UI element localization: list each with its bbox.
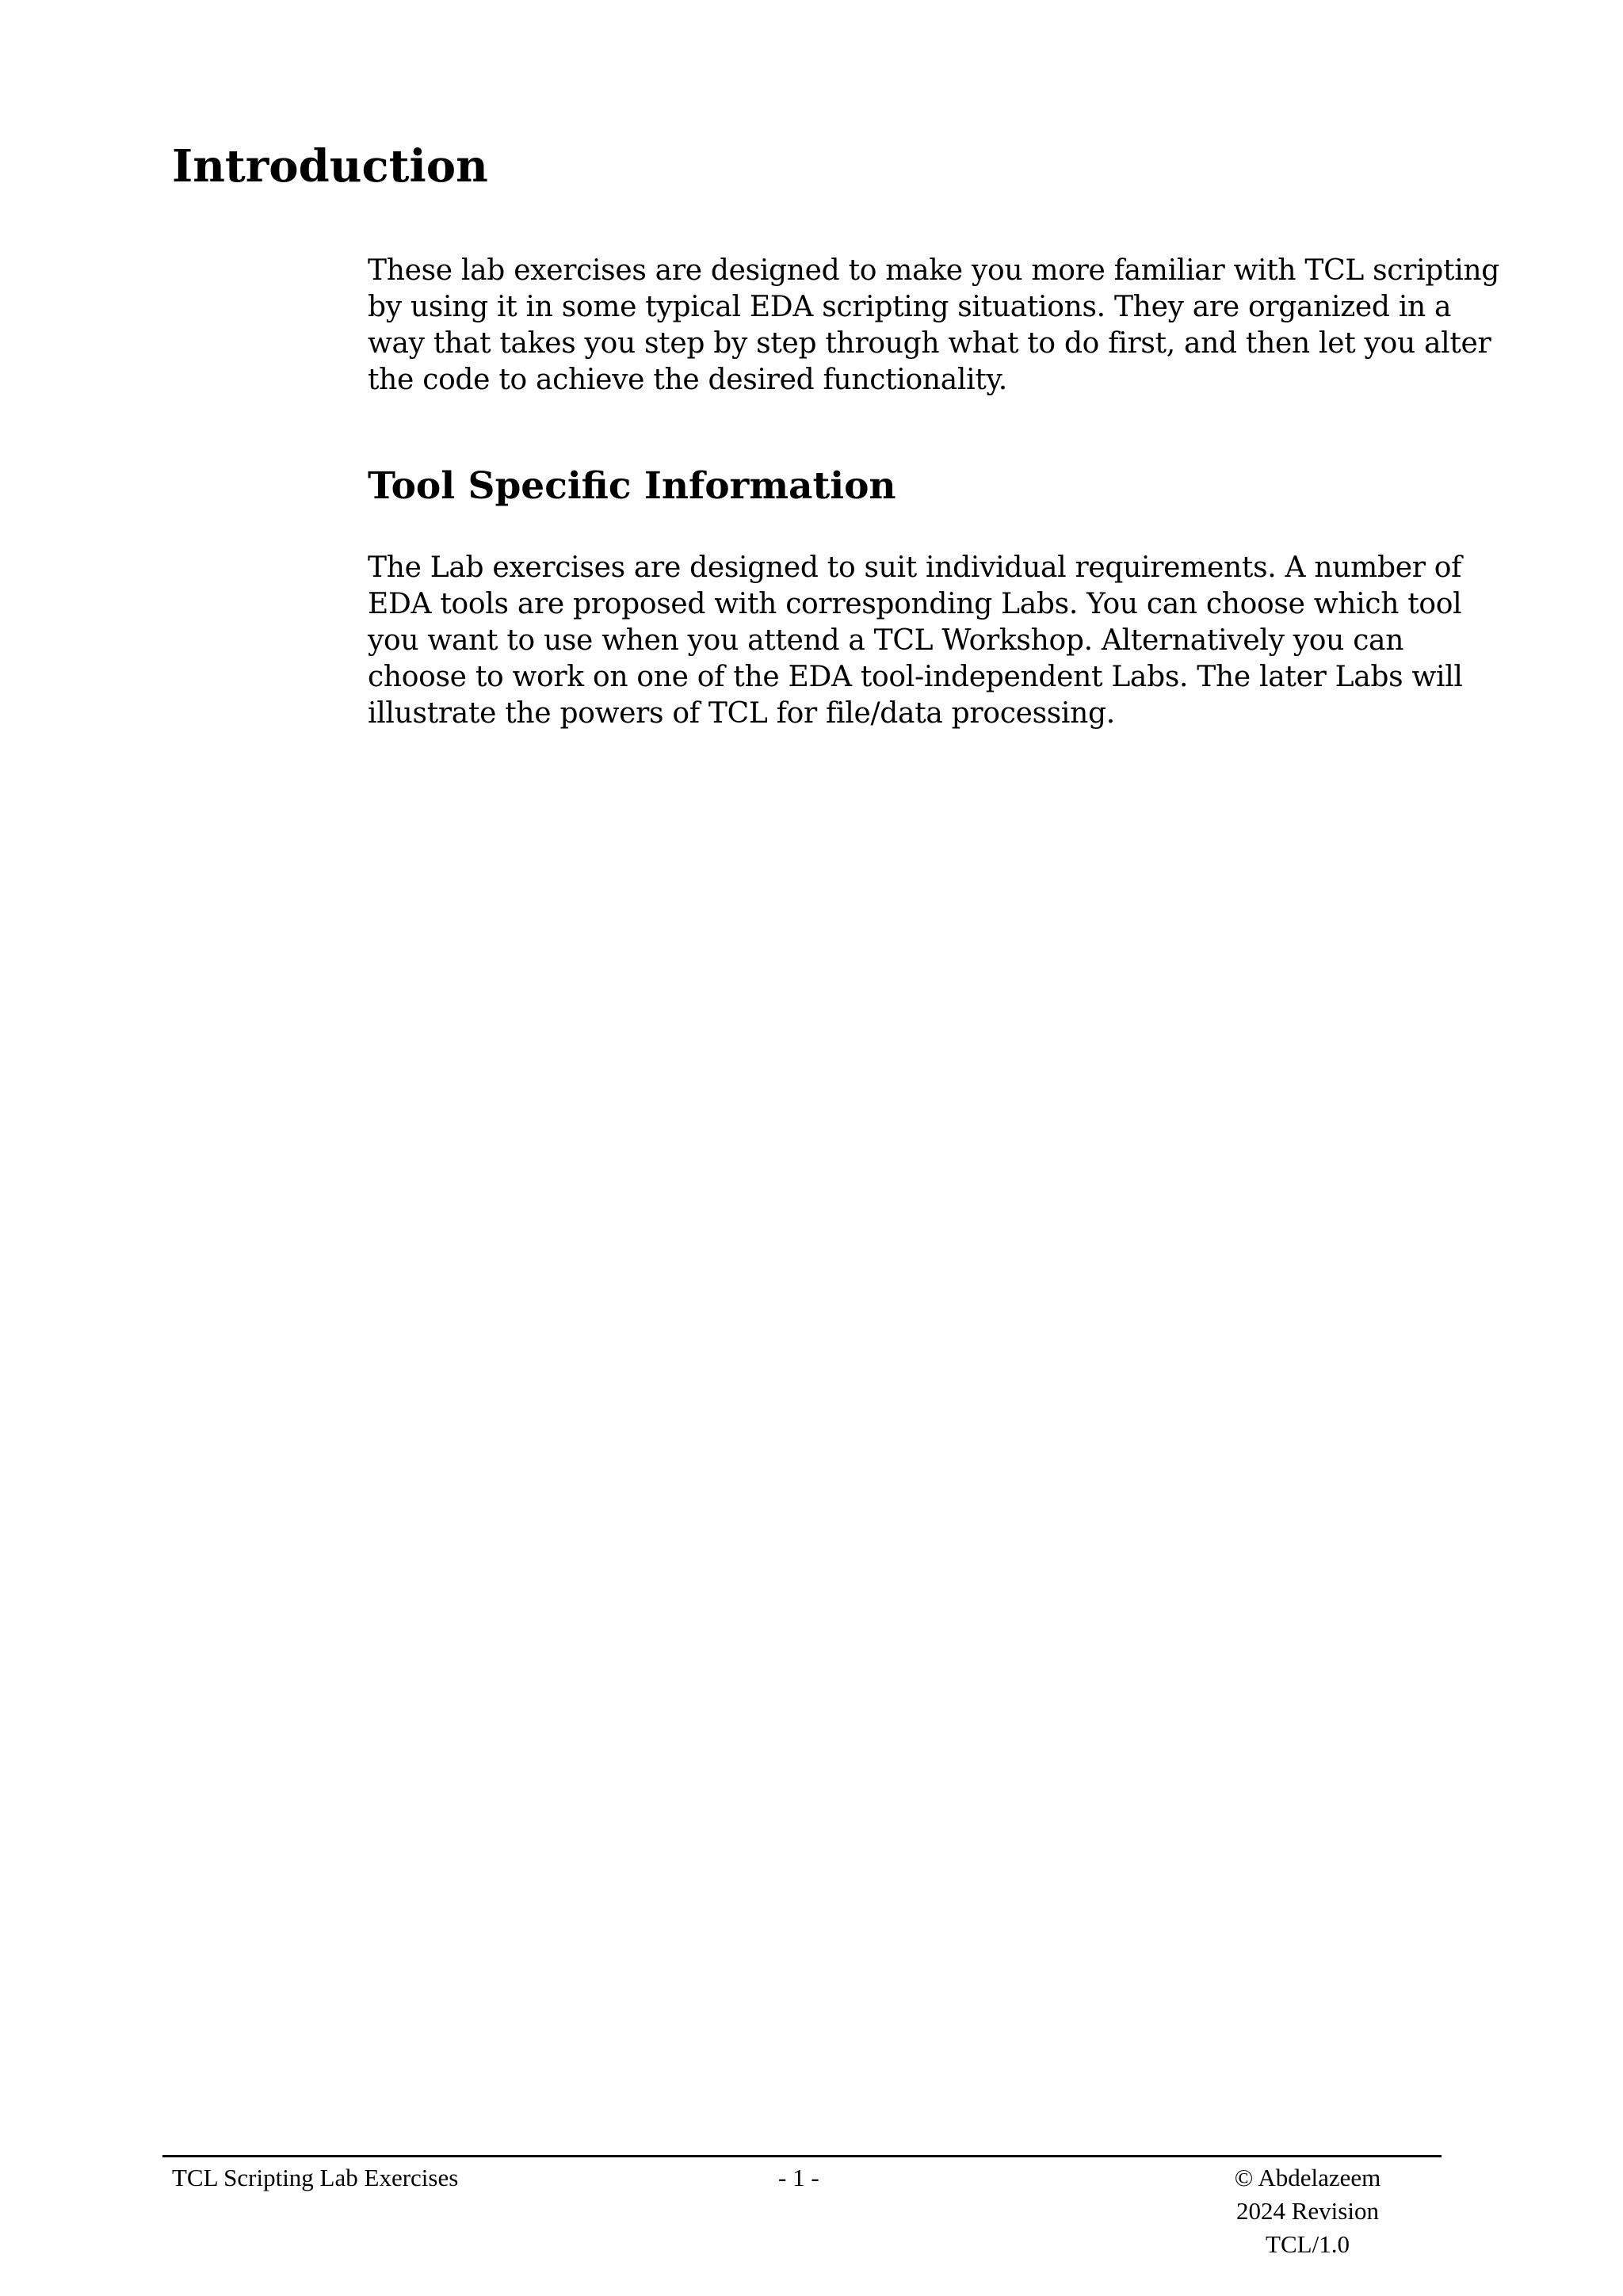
intro-line: the code to achieve the desired functionality. xyxy=(368,364,1007,396)
tool-info-line: choose to work on one of the EDA tool-independent Labs. The later Labs will xyxy=(368,661,1463,693)
intro-line: by using it in some typical EDA scripting situations. They are organized in a xyxy=(368,291,1452,323)
tool-info-line: you want to use when you attend a TCL Workshop. Alternatively you can xyxy=(368,624,1404,657)
footer-version: TCL/1.0 xyxy=(1266,2230,1350,2258)
tool-info-line: EDA tools are proposed with corresponding Labs. You can choose which tool xyxy=(368,588,1462,620)
section-subheading: Tool Specific Information xyxy=(368,464,896,508)
footer-copyright-block xyxy=(1212,2161,1403,2261)
footer-copyright: © Abdelazeem xyxy=(1234,2164,1381,2191)
intro-line: These lab exercises are designed to make you more familiar with TCL scripting xyxy=(368,254,1500,287)
tool-info-paragraph xyxy=(368,550,1509,732)
tool-info-line: illustrate the powers of TCL for file/data processing. xyxy=(368,697,1115,730)
intro-paragraph xyxy=(368,253,1509,399)
intro-line: way that takes you step by step through what to do first, and then let you alter xyxy=(368,327,1491,360)
page-heading: Introduction xyxy=(172,140,488,193)
tool-info-line: The Lab exercises are designed to suit individual requirements. A number of xyxy=(368,551,1462,584)
footer-revision: 2024 Revision xyxy=(1236,2197,1379,2225)
footer-page-number: - 1 - xyxy=(778,2164,819,2191)
footer-document-title: TCL Scripting Lab Exercises xyxy=(172,2164,459,2191)
footer-divider xyxy=(162,2155,1442,2157)
